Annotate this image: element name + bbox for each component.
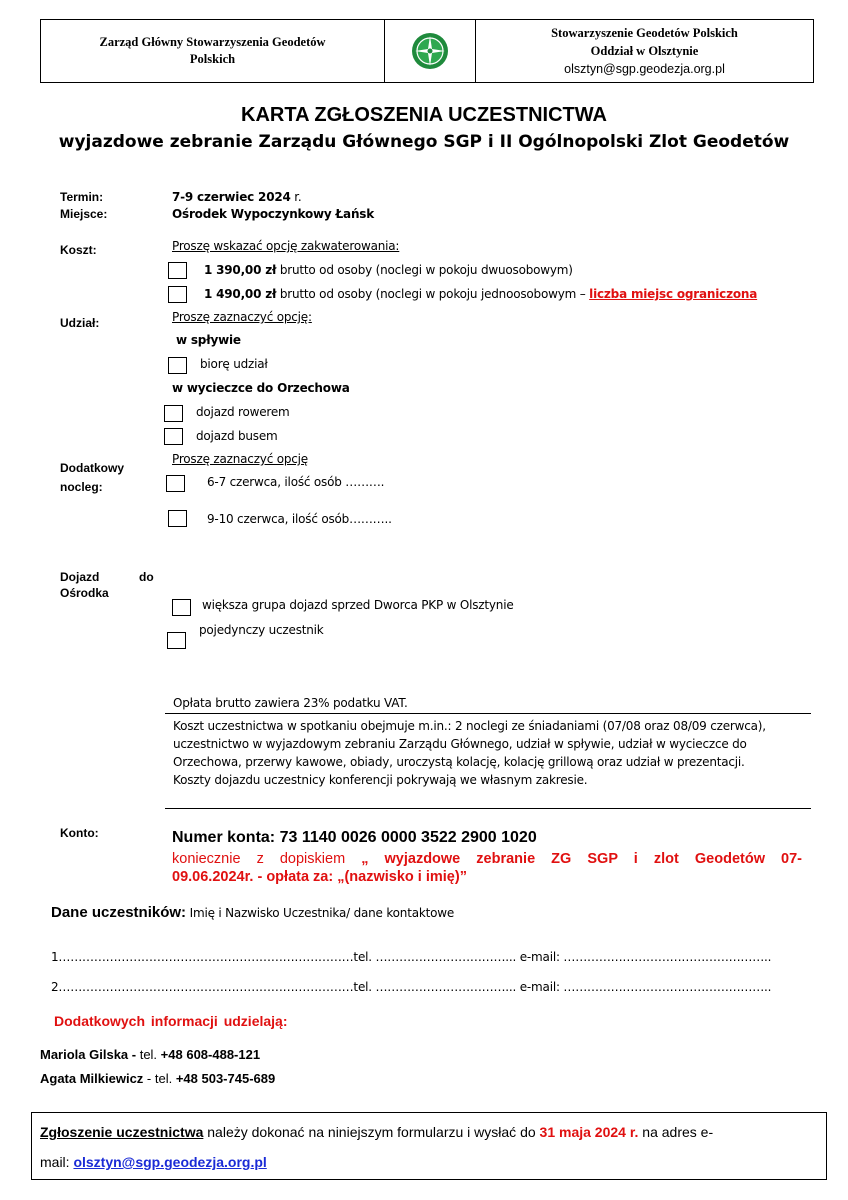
participants-heading (51, 902, 454, 921)
submission-text1: należy dokonać na niniejszym formularzu i wysłać do (203, 1124, 540, 1140)
cost-info-line3: Orzechowa, przerwy kawowe, obiady, uroczystą kolację, kolację grillową oraz udział w prezentacji. (173, 755, 745, 769)
termin-date: 7-9 czerwiec 2024 (172, 190, 291, 204)
submission-lead: Zgłoszenie uczestnictwa (40, 1124, 204, 1140)
letterhead-left (41, 20, 385, 82)
koszt-prompt: Proszę wskazać opcję zakwaterowania: (172, 239, 400, 253)
account-note-line1 (172, 850, 802, 868)
nocleg-option2-checkbox[interactable] (168, 510, 187, 527)
letterhead-left-line2: Polskich (189, 52, 236, 66)
koszt-option2-limit: liczba miejsc ograniczona (589, 287, 758, 301)
nocleg-option2: 9-10 czerwca, ilość osób……….. (207, 512, 392, 526)
form-subtitle: wyjazdowe zebranie Zarządu Głównego SGP i II Ogólnopolski Zlot Geodetów (58, 132, 790, 152)
bus-checkbox[interactable] (164, 428, 183, 445)
dojazd-label-word1: Dojazd (60, 570, 100, 584)
account-note-normal: koniecznie z dopiskiem (172, 851, 362, 867)
udzial-label: Udział: (60, 316, 100, 330)
miejsce-value: Ośrodek Wypoczynkowy Łańsk (172, 207, 375, 221)
submission-text3: mail: (40, 1154, 74, 1170)
submission-line2 (40, 1147, 818, 1177)
nocleg-label-line2: nocleg: (60, 480, 103, 494)
cost-info-line1: Koszt uczestnictwa w spotkaniu obejmuje m.in.: 2 noclegi ze śniadaniami (07/08 oraz 08/09 czerwca), (173, 719, 766, 733)
letterhead-right-line1: Stowarzyszenie Geodetów Polskich (551, 26, 738, 40)
dojazd-label-line2: Ośrodka (60, 586, 109, 600)
dojazd-option1: większa grupa dojazd sprzed Dworca PKP w Olsztynie (202, 598, 514, 612)
splyw-heading: w spływie (176, 333, 241, 347)
contact-2-name: Agata Milkiewicz (40, 1071, 144, 1086)
koszt-option1 (204, 263, 573, 277)
vat-note: Opłata brutto zawiera 23% podatku VAT. (173, 696, 408, 710)
letterhead-right-line2: Oddział w Olsztynie (590, 44, 699, 58)
contact-2-tel-label: - tel. (143, 1071, 176, 1086)
contact-2-phone: +48 503-745-689 (175, 1071, 276, 1086)
submission-box (31, 1112, 827, 1180)
udzial-prompt: Proszę zaznaczyć opcję: (172, 310, 312, 324)
nocleg-label-line1: Dodatkowy (60, 461, 125, 475)
account-note-line2: 09.06.2024r. - opłata za: „(nazwisko i imię)” (172, 869, 467, 885)
participants-subheading: Imię i Nazwisko Uczestnika/ dane kontaktowe (186, 906, 455, 920)
nocleg-prompt: Proszę zaznaczyć opcję (172, 452, 308, 466)
miejsce-label: Miejsce: (60, 207, 108, 221)
account-number: Numer konta: 73 1140 0026 0000 3522 2900 1020 (172, 829, 537, 846)
participants-heading-bold: Dane uczestników: (51, 904, 187, 921)
koszt-option2-checkbox[interactable] (168, 286, 187, 303)
koszt-option1-checkbox[interactable] (168, 262, 187, 279)
splyw-option: biorę udział (200, 357, 268, 371)
submission-line1 (40, 1117, 818, 1147)
letterhead-email: olsztyn@sgp.geodezja.org.pl (564, 62, 725, 76)
submission-text2: na adres e- (638, 1124, 714, 1140)
termin-label: Termin: (60, 190, 104, 204)
dojazd-option1-checkbox[interactable] (172, 599, 191, 616)
rower-option: dojazd rowerem (196, 405, 290, 419)
dojazd-option2: pojedynczy uczestnik (199, 623, 324, 637)
contact-1-phone: +48 608-488-121 (160, 1047, 261, 1062)
nocleg-option1-checkbox[interactable] (166, 475, 185, 492)
account-note-bold1: „ wyjazdowe zebranie ZG SGP i zlot Geodetów 07- (361, 851, 802, 867)
submission-deadline: 31 maja 2024 r. (539, 1124, 639, 1140)
koszt-option2-text: brutto od osoby (noclegi w pokoju jednoosobowym – (276, 287, 590, 301)
koszt-option1-price: 1 390,00 zł (204, 263, 277, 277)
koszt-option2 (204, 287, 757, 301)
contact-1-name: Mariola Gilska - (40, 1047, 137, 1062)
contact-1-tel-label: tel. (136, 1047, 161, 1062)
cost-info-line4: Koszty dojazdu uczestnicy konferencji pokrywają we własnym zakresie. (173, 773, 588, 787)
wycieczka-heading: w wycieczce do Orzechowa (172, 381, 350, 395)
koszt-label: Koszt: (60, 243, 97, 257)
konto-label: Konto: (60, 826, 99, 840)
letterhead-logo-cell (385, 20, 476, 82)
submission-email-link[interactable]: olsztyn@sgp.geodezja.org.pl (73, 1154, 267, 1170)
bus-option: dojazd busem (196, 429, 278, 443)
dojazd-label-word2: do (139, 570, 154, 584)
letterhead-right (476, 20, 813, 82)
form-title: KARTA ZGŁOSZENIA UCZESTNICTWA (241, 104, 607, 126)
letterhead-left-line1: Zarząd Główny Stowarzyszenia Geodetów (99, 35, 326, 49)
splyw-checkbox[interactable] (168, 357, 187, 374)
contact-2 (40, 1071, 275, 1086)
termin-value (172, 190, 302, 204)
info-top-rule (165, 713, 811, 714)
koszt-option2-price: 1 490,00 zł (204, 287, 277, 301)
cost-info (173, 717, 813, 789)
sgp-logo-icon (410, 31, 450, 71)
termin-suffix: r. (290, 190, 302, 204)
info-bottom-rule (165, 808, 811, 809)
participant-row-2[interactable]: 2…………………………………………………………………tel. ……………………………... e-mail: …………………………………………….. (51, 980, 772, 994)
cost-info-line2: uczestnictwo w wyjazdowym zebraniu Zarządu Głównego, udział w spływie, udział w wycieczce do (173, 737, 747, 751)
rower-checkbox[interactable] (164, 405, 183, 422)
koszt-option1-text: brutto od osoby (noclegi w pokoju dwuosobowym) (276, 263, 573, 277)
contacts-heading: Dodatkowych informacji udzielają: (54, 1013, 288, 1029)
contact-1 (40, 1047, 260, 1062)
nocleg-option1: 6-7 czerwca, ilość osób ………. (207, 475, 385, 489)
letterhead (40, 19, 814, 83)
participant-row-1[interactable]: 1…………………………………………………………………tel. ……………………………... e-mail: …………………………………………….. (51, 950, 772, 964)
dojazd-option2-checkbox[interactable] (167, 632, 186, 649)
